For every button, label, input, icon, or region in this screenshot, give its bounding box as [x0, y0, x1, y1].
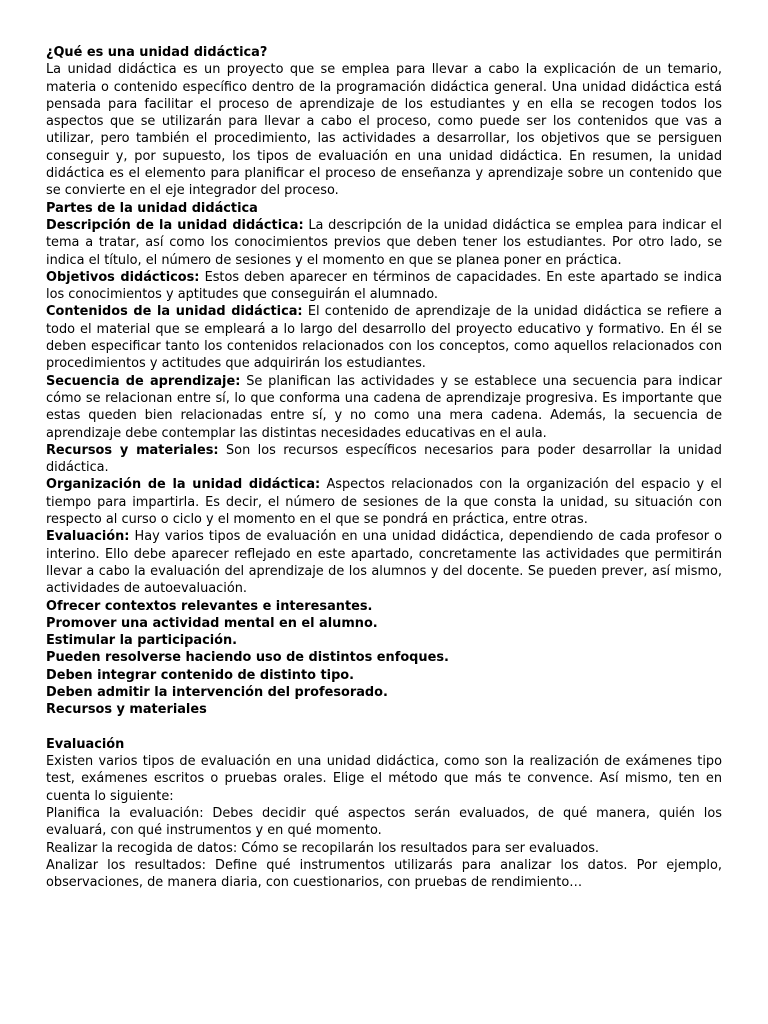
- evaluation-heading: Evaluación: [46, 736, 125, 752]
- part-description: Descripción de la unidad didáctica: La descripción de la unidad didáctica se emplea para indicar el tema a tratar, así como los conocimientos previos que deben tener los estudiantes. Por otro lado, se indica el título, el número de sesiones y el momento en que se planea poner en práctica.: [46, 217, 723, 268]
- bold-list-item: Pueden resolverse haciendo uso de distintos enfoques.: [46, 650, 449, 666]
- evaluation-paragraph: Analizar los resultados: Define qué instrumentos utilizarás para analizar los datos. Por ejemplo, observaciones, de manera diaria, con cuestionarios, con pruebas de rendimiento…: [46, 857, 722, 891]
- document-body: [46, 44, 722, 892]
- part-contents: Contenidos de la unidad didáctica: El contenido de aprendizaje de la unidad didáctica se refiere a todo el material que se empleará a lo largo del desarrollo del proyecto educativo y formativo. En él se deben especificar tanto los contenidos relacionados con los conceptos, como aquellos relacionados con procedimientos y actitudes que adquirirán los estudiantes.: [46, 304, 722, 372]
- intro-heading: ¿Qué es una unidad didáctica?: [46, 45, 268, 60]
- part-organization: Organización de la unidad didáctica: Aspectos relacionados con la organización del espacio y el tiempo para impartirla. Es decir, el número de sesiones de la que consta la unidad, su situación con respecto al curso o ciclo y el momento en el que se pondrá en práctica, entre otras.: [46, 477, 722, 528]
- part-resources: Recursos y materiales: Son los recursos específicos necesarios para poder desarrollar la unidad didáctica.: [46, 442, 722, 476]
- part-sequence: Secuencia de aprendizaje: Se planifican las actividades y se establece una secuencia para indicar cómo se relacionan entre sí, lo que conforma una cadena de aprendizaje progresiva. Es importante que estas queden bien relacionadas entre sí, y no como una mera cadena. Además, la secuencia de aprendizaje debe contemplar las distintas necesidades educativas en el aula.: [46, 373, 722, 441]
- blank-line: [46, 719, 722, 736]
- bold-list-item: Estimular la participación.: [46, 633, 238, 649]
- evaluation-paragraph: Planifica la evaluación: Debes decidir qué aspectos serán evaluados, de qué manera, quién los evaluará, con qué instrumentos y en qué momento.: [46, 806, 722, 839]
- evaluation-paragraph: Existen varios tipos de evaluación en una unidad didáctica, como son la realización de exámenes tipo test, exámenes escritos o pruebas orales. Elige el método que más te convence. Así mismo, ten en cuenta lo siguiente:: [46, 754, 722, 804]
- intro-paragraph: La unidad didáctica es un proyecto que se emplea para llevar a cabo la explicación de un temario, materia o contenido específico dentro de la programación didáctica general. Una unidad didáctica está pensada para facilitar el proceso de aprendizaje de los estudiantes y en ella se recogen todos los aspectos que se utilizarán para llevar a cabo el proceso, como puede ser los contenidos que vas a utilizar, pero también el procedimiento, las actividades a desarrollar, los objetivos que se persiguen conseguir y, por supuesto, los tipos de evaluación en una unidad didáctica. En resumen, la unidad didáctica es el elemento para planificar el proceso de enseñanza y aprendizaje sobre un contenido que se convierte en el eje integrador del proceso.: [46, 62, 722, 199]
- evaluation-paragraph: Realizar la recogida de datos: Cómo se recopilarán los resultados para ser evaluados.: [46, 840, 600, 856]
- part-objectives: Objetivos didácticos: Estos deben aparecer en términos de capacidades. En este apartado se indica los conocimientos y aptitudes que conseguirán el alumnado.: [46, 269, 723, 303]
- bold-list-item: Promover una actividad mental en el alumno.: [46, 615, 378, 631]
- bold-list-item: Deben integrar contenido de distinto tipo.: [46, 667, 355, 683]
- part-evaluation: Evaluación: Hay varios tipos de evaluación en una unidad didáctica, dependiendo de cada profesor o interino. Ello debe aparecer reflejado en este apartado, concretamente las actividades que permitirán llevar a cabo la evaluación del aprendizaje de los alumnos y del docente. Se pueden prever, así mismo, actividades de autoevaluación.: [46, 529, 723, 597]
- parts-heading: Partes de la unidad didáctica: [46, 200, 258, 216]
- bold-list-item: Recursos y materiales: [46, 702, 207, 718]
- bold-list-item: Ofrecer contextos relevantes e interesantes.: [46, 598, 373, 614]
- bold-list-item: Deben admitir la intervención del profesorado.: [46, 684, 388, 700]
